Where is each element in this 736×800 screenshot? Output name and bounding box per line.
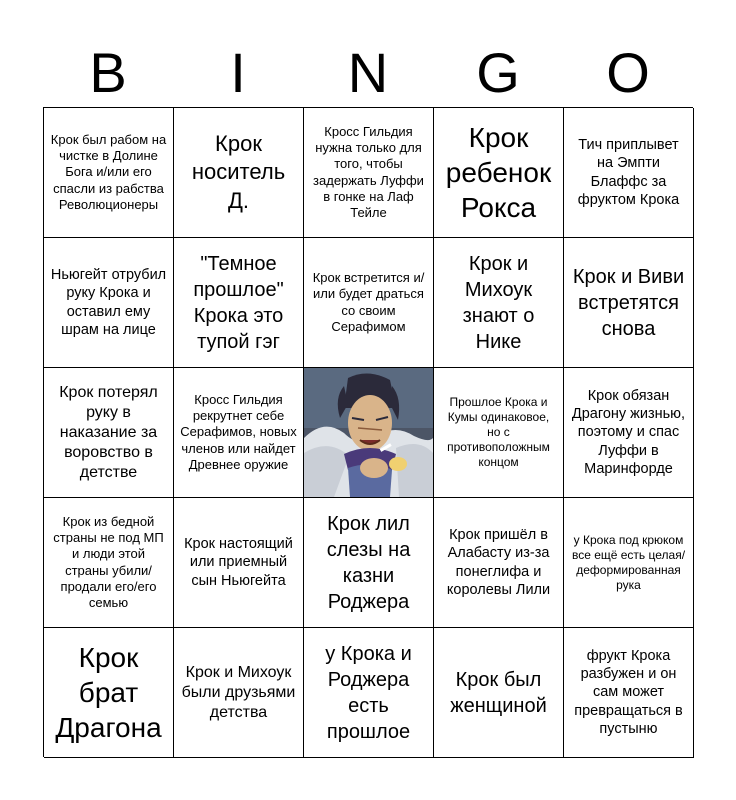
- bingo-cell[interactable]: Тич приплывет на Эмпти Блаффс за фруктом Крока: [564, 108, 694, 238]
- bingo-grid: [43, 107, 693, 757]
- bingo-cell[interactable]: "Темное прошлое" Крока это тупой гэг: [174, 238, 304, 368]
- bingo-cell[interactable]: Прошлое Крока и Кумы одинаковое, но с противоположным концом: [434, 368, 564, 498]
- header-letter-n: N: [347, 41, 389, 104]
- crocodile-portrait-image: [304, 368, 433, 497]
- header-letter-b: B: [89, 41, 127, 104]
- header-letter-o: O: [606, 41, 650, 104]
- bingo-cell[interactable]: Крок обязан Драгону жизнью, поэтому и спас Луффи в Маринфорде: [564, 368, 694, 498]
- bingo-cell[interactable]: Крок и Михоук знают о Нике: [434, 238, 564, 368]
- header-letter-g: G: [476, 41, 520, 104]
- bingo-cell[interactable]: Крок потерял руку в наказание за воровство в детстве: [44, 368, 174, 498]
- bingo-cell[interactable]: Кросс Гильдия рекрутнет себе Серафимов, новых членов или найдет Древнее оружие: [174, 368, 304, 498]
- bingo-cell[interactable]: Крок брат Драгона: [44, 628, 174, 758]
- bingo-cell[interactable]: Крок ребенок Рокса: [434, 108, 564, 238]
- bingo-cell[interactable]: Крок из бедной страны не под МП и люди этой страны убили/продали его/его семью: [44, 498, 174, 628]
- free-space-image[interactable]: [304, 368, 434, 498]
- bingo-cell[interactable]: Крок встретится и/или будет драться со своим Серафимом: [304, 238, 434, 368]
- bingo-cell[interactable]: Кросс Гильдия нужна только для того, чтобы задержать Луффи в гонке на Лаф Тейле: [304, 108, 434, 238]
- bingo-cell[interactable]: Крок и Михоук были друзьями детства: [174, 628, 304, 758]
- header-letter-i: I: [230, 41, 246, 104]
- bingo-cell[interactable]: Крок был рабом на чистке в Долине Бога и/или его спасли из рабства Революционеры: [44, 108, 174, 238]
- bingo-cell[interactable]: Крок пришёл в Алабасту из-за понеглифа и королевы Лили: [434, 498, 564, 628]
- bingo-cell[interactable]: у Крока под крюком все ещё есть целая/деформированная рука: [564, 498, 694, 628]
- bingo-cell[interactable]: Крок настоящий или приемный сын Ньюгейта: [174, 498, 304, 628]
- bingo-cell[interactable]: Крок лил слезы на казни Роджера: [304, 498, 434, 628]
- bingo-cell[interactable]: Крок и Виви встретятся снова: [564, 238, 694, 368]
- bingo-header: [43, 40, 693, 106]
- bingo-cell[interactable]: Крок был женщиной: [434, 628, 564, 758]
- bingo-cell[interactable]: Ньюгейт отрубил руку Крока и оставил ему шрам на лице: [44, 238, 174, 368]
- bingo-cell[interactable]: Крок носитель Д.: [174, 108, 304, 238]
- bingo-cell[interactable]: фрукт Крока разбужен и он сам может превращаться в пустыню: [564, 628, 694, 758]
- bingo-cell[interactable]: у Крока и Роджера есть прошлое: [304, 628, 434, 758]
